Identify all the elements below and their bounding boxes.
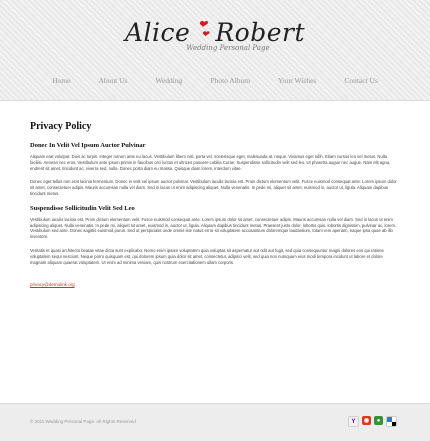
logo-name-alice: Alice bbox=[124, 18, 191, 47]
paragraph-3: Vestibulum iaculis lacinia est. Proin dictum elementum velit. Fusce euismod consequat ante. Lorem ipsum dolor sit amet, consectetuer adipis. Mauris accumsan nulla vel diam. Sed in lacus ut enim adipiscing aliquet. Nulla venenatis. In pede mi, aliquet sit amet, euismod in, auctor ut, ligula. Aliquam dapibus tincidunt metus. Praesent justo dolor, lobortis quis, lobortis dignissim, pulvinar ac, lorem. Vestibulum sed ante. Donec sagittis euismod purus. Sed ut perspiciatis unde omnis iste natus error sit voluptatem accusantium doloremque laudantium, totam rem aperiam, eaque ipsa quae ab illo inventore. bbox=[30, 216, 397, 240]
privacy-email-link[interactable]: privacy@demolink.org bbox=[30, 282, 75, 288]
nav-contact-us[interactable]: Contact Us bbox=[344, 76, 378, 85]
logo-names bbox=[125, 18, 305, 47]
section-heading-1: Donec In Velit Vel Ipsum Auctor Pulvinar bbox=[30, 142, 146, 149]
main-content bbox=[0, 101, 430, 291]
nav-photo-album[interactable]: Photo Album bbox=[210, 76, 251, 85]
copyright-text: © 2011 Wedding Personal Page. All Rights Reserved bbox=[30, 419, 136, 424]
site-footer bbox=[0, 403, 430, 441]
logo[interactable] bbox=[0, 18, 430, 52]
hearts-icon: ❤ ❤ bbox=[197, 18, 210, 40]
nav-home[interactable]: Home bbox=[52, 76, 71, 85]
section-heading-2: Suspendisse Sollicitudin Velit Sed Leo bbox=[30, 204, 135, 212]
paragraph-4: Veritatis et quasi architecto beatae vitae dicta sunt explicabo. Nemo enim ipsam voluptatem quia voluptas sit aspernatur aut odit aut fugit, sed quia consequuntur magni dolores eos qui ratione voluptatem sequi nesciunt. Neque porro quisquam est, qui dolorem ipsum quia dolor sit amet, consectetur, adipisci velit, sed quia non numquam eius modi tempora incidunt ut labore et dolore magnam aliquam quaerat voluptatem. Ut enim ad minima veniam, quis nostrum exercitationem ullam corporis. bbox=[30, 247, 384, 265]
green-feed-icon[interactable]: ● bbox=[374, 416, 383, 425]
paragraph-1: Aliquam erat volutpat. Duis ac turpis. Integer rutrum ante eu lacus. Vestibulum libero nisl, porta vel, scelerisque eget, malesuada at, neque. Vivamus eget nibh. Etiam cursus leo vel metus. Nulla facilisi. Aenean nec eros. Vestibulum ante ipsum primis in faucibus orci luctus et ultrices posuere cubilia Curae; Suspendisse sollicitudin velit sed leo. Ut pharetra augue nec augue. Nam elit agna, endrerit sit amet, tincidunt ac, viverra sed, nulla. Donec porta diam eu massa. Quisque diam lorem, interdum vitae. bbox=[30, 154, 391, 171]
page-title: Privacy Policy bbox=[30, 121, 92, 132]
delicious-icon[interactable] bbox=[386, 416, 397, 427]
nav-wedding[interactable]: Wedding bbox=[155, 76, 183, 85]
rss-icon[interactable]: ◉ bbox=[363, 418, 370, 424]
site-header bbox=[0, 0, 430, 101]
logo-name-robert: Robert bbox=[215, 18, 306, 47]
nav-your-wishes[interactable]: Your Wishes bbox=[278, 76, 317, 85]
yahoo-icon[interactable]: Y bbox=[348, 416, 359, 427]
nav-about-us[interactable]: About Us bbox=[98, 76, 128, 85]
main-nav bbox=[0, 76, 430, 85]
paragraph-2: Donec eget tellus non erat lacinia fermentum. Donec in velit vel ipsum auctor pulvinar. Vestibulum iaculis lacinia est. Proin dictum elementum velit. Fusce euismod consequat ante. Lorem ipsum dolor sit amet, consectetuer adipis. Mauris accumsan nulla vel diam. Sed in lacus ut enim adipiscing aliquet. Nulla venenatis. In pede mi, aliquet sit amet, euismod in, auctor ut, ligula. Aliquam dapibus tincidunt metus. bbox=[30, 179, 397, 196]
logo-subtitle: Wedding Personal Page bbox=[186, 44, 270, 52]
social-links bbox=[348, 416, 397, 427]
